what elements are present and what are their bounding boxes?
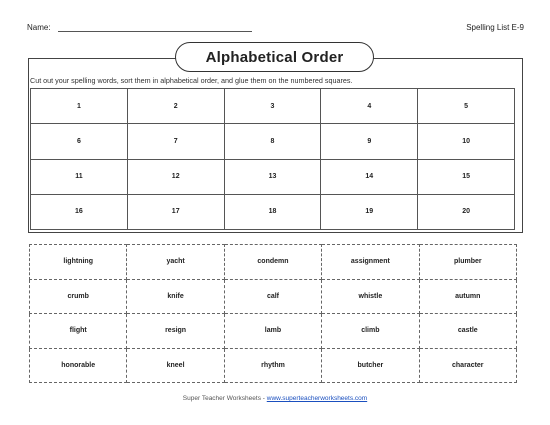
numbered-square: 16 [31, 194, 128, 229]
word-card: rhythm [224, 348, 321, 383]
instructions-text: Cut out your spelling words, sort them in alphabetical order, and glue them on the numbered squares. [30, 76, 353, 85]
grid-row [31, 194, 515, 229]
word-card: crumb [30, 279, 127, 314]
word-card: autumn [419, 279, 516, 314]
word-card: calf [224, 279, 321, 314]
numbered-square: 3 [224, 89, 321, 124]
numbered-square: 18 [224, 194, 321, 229]
word-card: lightning [30, 245, 127, 280]
word-card: butcher [322, 348, 419, 383]
word-row [30, 279, 517, 314]
numbered-square: 17 [127, 194, 224, 229]
numbered-square: 7 [127, 124, 224, 159]
numbered-square: 5 [418, 89, 515, 124]
numbered-square: 1 [31, 89, 128, 124]
footer-prefix: Super Teacher Worksheets - [182, 395, 267, 402]
word-card: resign [127, 314, 224, 349]
grid-row [31, 159, 515, 194]
word-card: whistle [322, 279, 419, 314]
numbered-square: 14 [321, 159, 418, 194]
numbered-square: 19 [321, 194, 418, 229]
numbered-square: 13 [224, 159, 321, 194]
numbered-square: 4 [321, 89, 418, 124]
word-cutout-grid [29, 244, 517, 383]
numbered-square: 12 [127, 159, 224, 194]
word-card: climb [322, 314, 419, 349]
word-card: castle [419, 314, 516, 349]
footer [0, 395, 550, 402]
word-row [30, 348, 517, 383]
worksheet-header [27, 23, 524, 35]
numbered-square: 9 [321, 124, 418, 159]
word-card: plumber [419, 245, 516, 280]
numbered-squares-grid [30, 88, 515, 230]
numbered-square: 6 [31, 124, 128, 159]
word-card: assignment [322, 245, 419, 280]
word-card: character [419, 348, 516, 383]
word-card: kneel [127, 348, 224, 383]
numbered-square: 2 [127, 89, 224, 124]
numbered-square: 10 [418, 124, 515, 159]
word-row [30, 245, 517, 280]
footer-website-link[interactable]: www.superteacherworksheets.com [266, 395, 368, 402]
word-card: condemn [224, 245, 321, 280]
numbered-square: 15 [418, 159, 515, 194]
name-label: Name: [27, 23, 51, 32]
word-row [30, 314, 517, 349]
word-card: knife [127, 279, 224, 314]
word-card: yacht [127, 245, 224, 280]
numbered-square: 8 [224, 124, 321, 159]
grid-row [31, 124, 515, 159]
spelling-list-label: Spelling List E-9 [466, 23, 524, 32]
page-title: Alphabetical Order [175, 42, 374, 72]
name-line [58, 31, 252, 32]
grid-row [31, 89, 515, 124]
numbered-square: 11 [31, 159, 128, 194]
numbered-square: 20 [418, 194, 515, 229]
word-card: lamb [224, 314, 321, 349]
word-card: honorable [30, 348, 127, 383]
word-card: flight [30, 314, 127, 349]
